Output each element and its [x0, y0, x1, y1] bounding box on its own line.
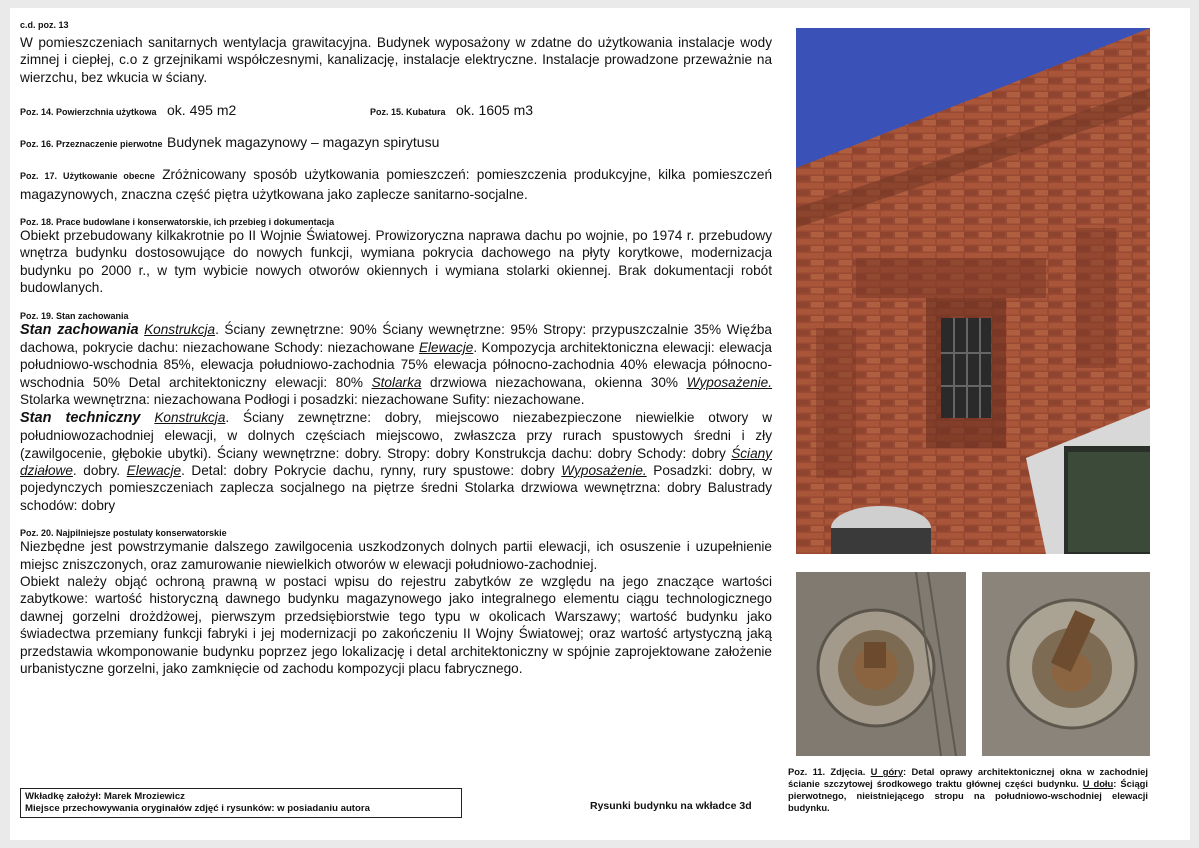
- konstrukcja-link: Konstrukcja: [144, 321, 216, 337]
- konstrukcja-link-2: Konstrukcja: [154, 409, 226, 425]
- poz18-label: Poz. 18. Prace budowlane i konserwatorskie, ich przebieg i dokumentacja: [20, 217, 335, 228]
- poz19-label: Poz. 19. Stan zachowania: [20, 310, 129, 321]
- caption-mid: : Detal oprawy architektonicznej okna w zachodniej ścianie szczytowej środkowego traktu głównej części budynku.: [788, 766, 1148, 789]
- poz18-value: Obiekt przebudowany kilkakrotnie po II Wojnie Światowej. Prowizoryczna naprawa dachu po wojnie, po 1974 r. przebudowy wnętrza budynku dostosowujące do nowych funkcji, wymiana pokrycia dachowego na płyty korytkowe, modernizacja budynku po 2000 r., w tym wybicie nowych otworów okiennych i wymiana stolarki okiennej. Brak dokumentacji robót budowlanych.: [20, 228, 772, 296]
- poz17: [20, 166, 772, 203]
- poz15-value: ok. 1605 m3: [455, 102, 534, 119]
- poz20-label: Poz. 20. Najpilniejsze postulaty konserwatorskie: [20, 528, 227, 539]
- tie-rod-image-left: [796, 572, 966, 756]
- poz14-label: Poz. 14. Powierzchnia użytkowa: [20, 107, 157, 118]
- poz14-15-row: [20, 102, 772, 120]
- poz18: [20, 217, 772, 297]
- poz15-label: Poz. 15. Kubatura: [370, 107, 446, 118]
- caption-top-label: U góry: [870, 766, 904, 777]
- caption-prefix: Poz. 11. Zdjęcia.: [788, 766, 871, 777]
- poz14-value: ok. 495 m2: [167, 102, 237, 119]
- wyposazenie-link-2: Wyposażenie.: [561, 462, 647, 478]
- stan-techniczny-heading: Stan techniczny: [20, 409, 141, 426]
- poz20-p1: Niezbędne jest powstrzymanie dalszego zawilgocenia uszkodzonych dolnych partii elewacji, ich osuszenie i uzupełnienie miejsc zniszczonych, oraz zamurowanie niewielkich otworów w elewacji południowo-zachodniej.: [20, 539, 772, 572]
- poz19-text-8: Posadzki: dobry, w pojedynczych pomieszczeniach zaplecza socjalnego na piętrze średni Stolarka drzwiowa wewnętrzna: dobry Balustrady schodów: dobry: [20, 462, 772, 513]
- sciany-dzialowe-link: Ściany działowe: [20, 445, 772, 478]
- stan-zachowania-heading: Stan zachowania: [20, 321, 139, 338]
- storage-line: Miejsce przechowywania oryginałów zdjęć i rysunków: w posiadaniu autora: [25, 803, 370, 814]
- facade-image: [796, 28, 1150, 554]
- poz19-text-7: . Detal: dobry Pokrycie dachu, rynny, rury spustowe: dobry: [181, 462, 562, 478]
- tie-rod-photo-left: [796, 572, 966, 756]
- tie-rod-image-right: [982, 572, 1150, 756]
- poz20: [20, 528, 772, 677]
- poz20-p2: Obiekt należy objąć ochroną prawną w postaci wpisu do rejestru zabytków ze względu na jego znaczące wartości zabytkowe: wartość historyczną dawnego budynku magazynowego jako integralnego elementu ciągu technologicznego dawnej gorzelni drożdżowej, pierwszym przedsiębiorstwie tego typu w okolicach Warszawy; wartość budynku jako świadectwa przemiany funkcji fabryki i jej modernizacji po zakończeniu II Wojny Światowej; oraz wartość artystyczną jaką przedstawia wkomponowanie budynku poprzez jego lokalizację i detal architektoniczny w spójnie zaprojektowane założenie urbanistyczne gorzelni, jako zamknięcie od zachodu kompozycji placu fabrycznego.: [20, 573, 772, 676]
- poz19-text-6: . dobry.: [72, 462, 127, 478]
- poz19-text-1: . Ściany zewnętrzne: 90% Ściany wewnętrzne: 95% Stropy: przypuszczalnie 35% Więźba dachowa, pokrycie dachu: niezachowane Schody: niezachowane: [20, 321, 772, 356]
- poz16-value: Budynek magazynowy – magazyn spirytusu: [167, 134, 440, 151]
- poz19-body: [20, 321, 772, 514]
- poz19-text-4: Stolarka wewnętrzna: niezachowana Podłogi i posadzki: niezachowane Sufity: niezachowane.: [20, 392, 585, 408]
- poz19-text-3: drzwiowa niezachowana, okienna 30%: [421, 374, 687, 390]
- author-box: [20, 788, 462, 818]
- drawings-note: Rysunki budynku na wkładce 3d: [590, 800, 752, 812]
- author-line: Wkładkę założył: Marek Mroziewicz: [25, 791, 185, 802]
- p13-text: W pomieszczeniach sanitarnych wentylacja grawitacyjna. Budynek wyposażony w zdatne do użytkowania instalacje wody zimnej i ciepłej, c.o z grzejnikami współczesnymi, kanalizację, instalacje elektryczne. Instalacje prowadzone przeważnie na wierzchu, bez wkucia w ściany.: [20, 35, 772, 85]
- poz16: [20, 134, 772, 152]
- elewacje-link: Elewacje: [418, 340, 474, 356]
- poz19: [20, 311, 772, 514]
- poz17-value: Zróżnicowany sposób użytkowania pomieszczeń: pomieszczenia produkcyjne, kilka pomieszczeń magazynowych, znaczna część piętra użytkowana jako zaplecze sanitarno-socjalne.: [20, 167, 772, 202]
- text-column: [20, 20, 772, 677]
- poz19-text-2: . Kompozycja architektoniczna elewacji: elewacja południowo-wschodnia 85%, elewacja południowo-zachodnia 75% elewacja północno-zachodnia 40% elewacja północno-wschodnia 50% Detal architektoniczny elewacji: 80%: [20, 340, 772, 390]
- continuation-header: c.d. poz. 13: [20, 20, 69, 30]
- elewacje-link-2: Elewacje: [126, 462, 182, 478]
- poz16-label: Poz. 16. Przeznaczenie pierwotne: [20, 139, 163, 150]
- stolarka-link: Stolarka: [371, 374, 422, 390]
- poz19-text-5: . Ściany zewnętrzne: dobry, miejscowo niezabezpieczone niewielkie otwory w południowozachodniej elewacji, w dolnych częściach miejscowo, zwłaszcza przy rurach spustowych średni i zły (zawilgocenie, głębokie ubytki). Ściany wewnętrzne: dobry. Stropy: dobry Konstrukcja dachu: dobry Schody: dobry: [20, 409, 773, 461]
- caption-end: : Ściągi pierwotnego, nieistniejącego stropu na południowo-wschodniej elewacji budynku.: [788, 778, 1148, 813]
- wyposazenie-link: Wyposażenie.: [686, 374, 773, 390]
- caption-bottom-label: U dołu: [1082, 778, 1114, 789]
- poz17-label: Poz. 17. Użytkowanie obecne: [20, 171, 155, 182]
- photo-caption: [788, 766, 1148, 814]
- tie-rod-photo-right: [982, 572, 1150, 756]
- facade-photo: [796, 28, 1150, 554]
